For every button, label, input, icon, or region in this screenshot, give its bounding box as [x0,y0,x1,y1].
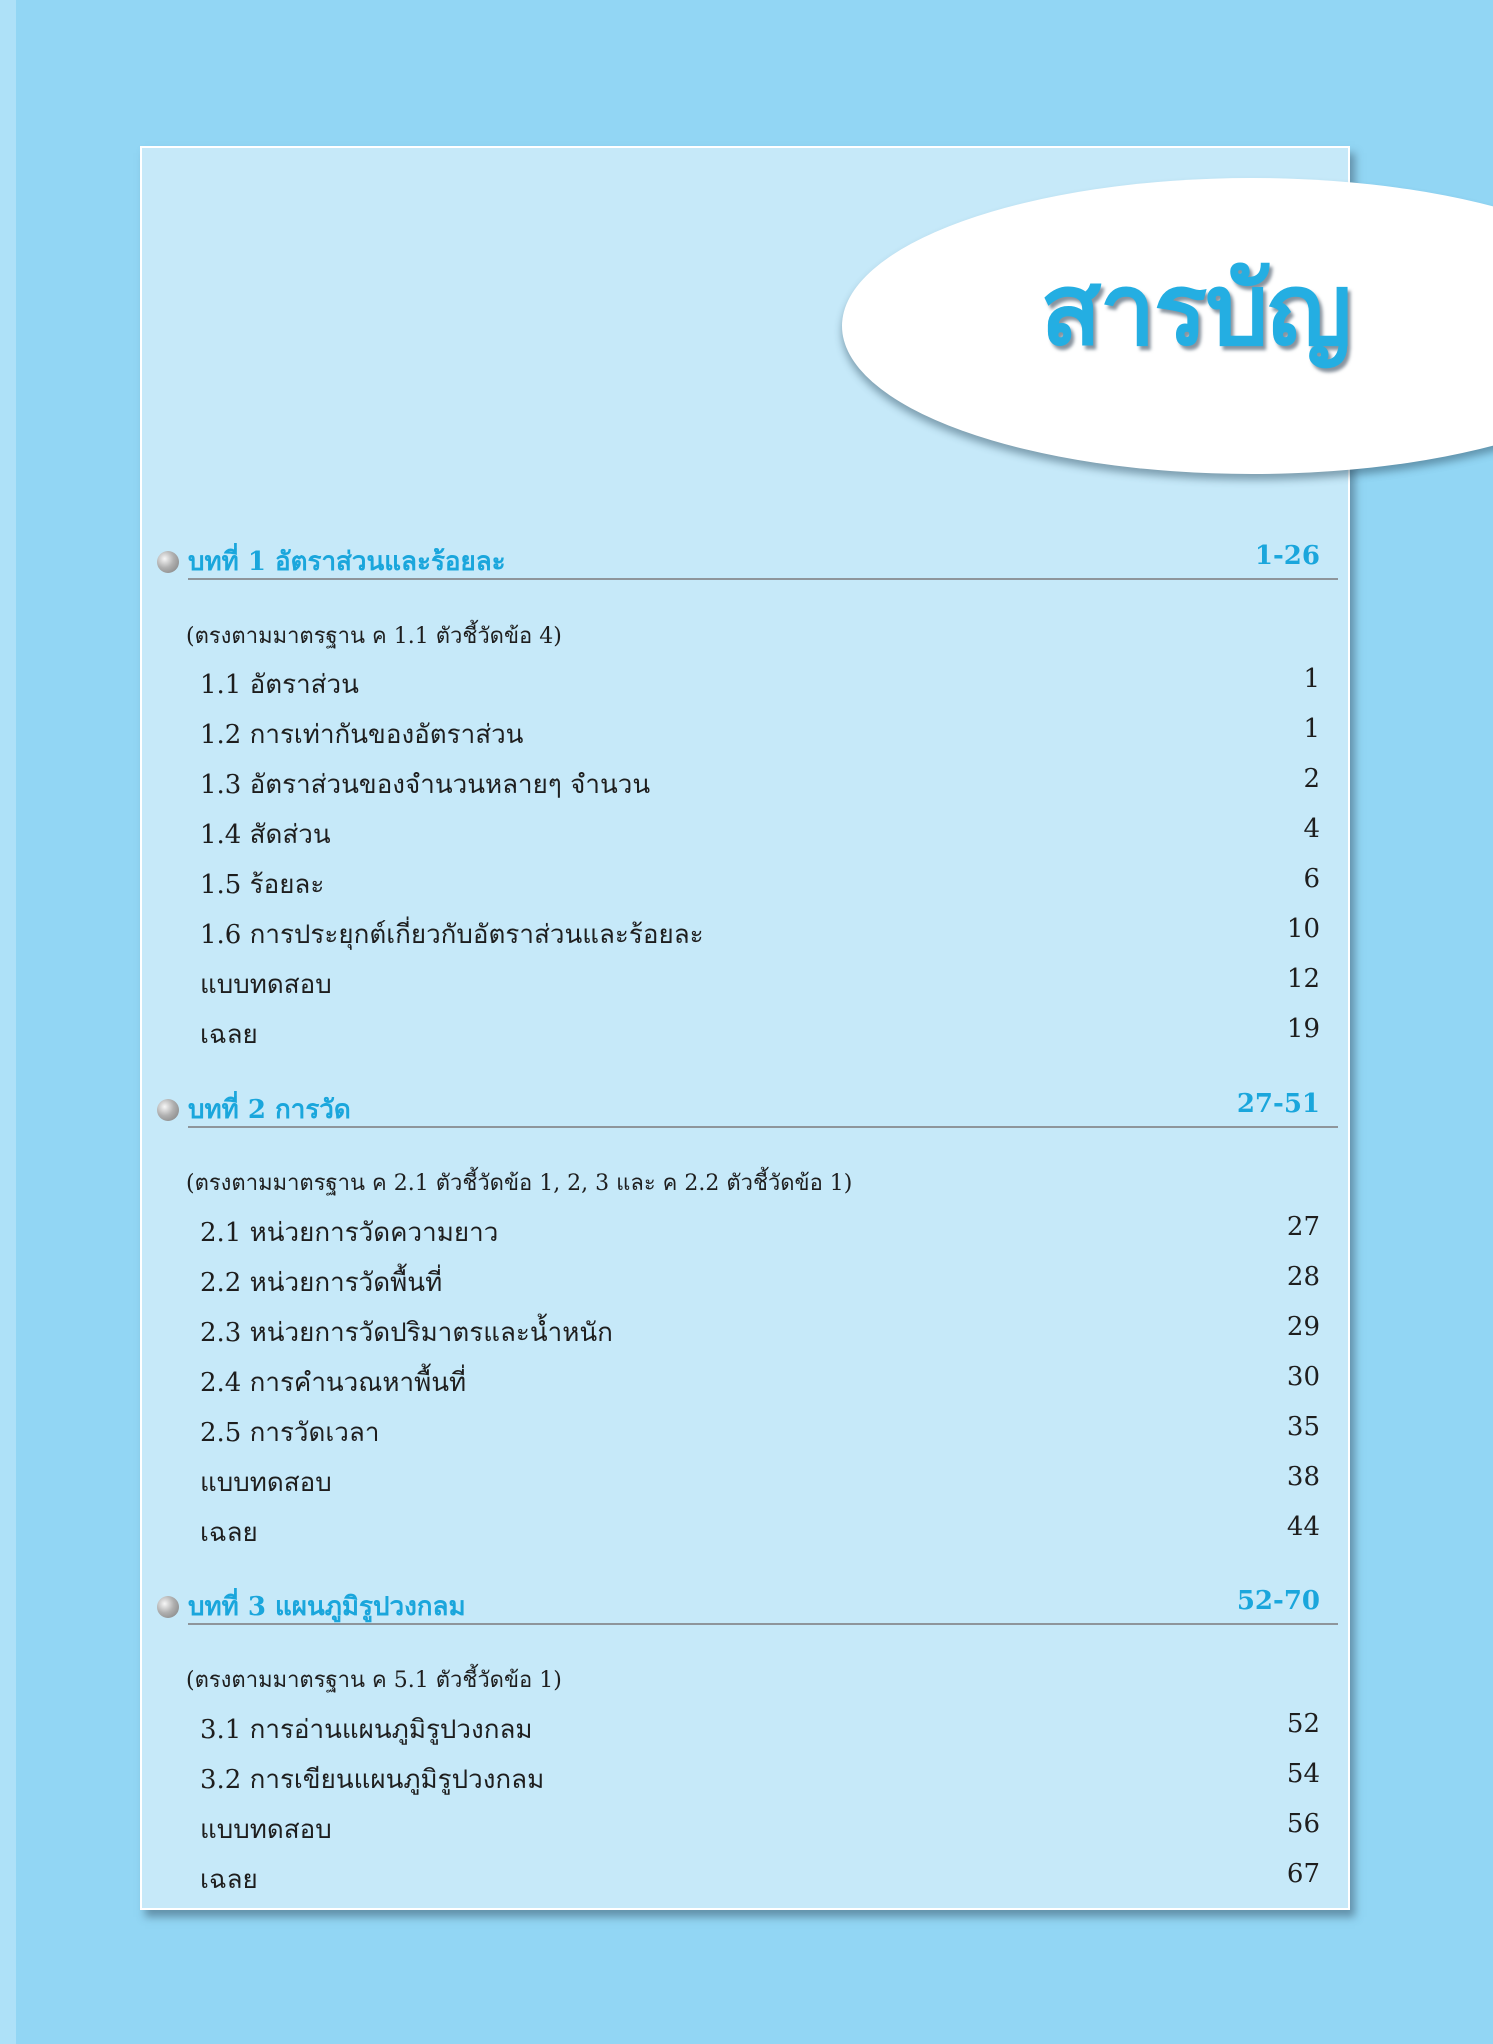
toc-entry [200,1308,1320,1348]
toc-entry-page: 44 [1286,1512,1320,1542]
toc-entry-page: 1 [1303,664,1320,694]
toc-entry [200,760,1320,800]
toc-entry [200,860,1320,900]
toc-entry [200,1010,1320,1050]
toc-entry-page: 56 [1286,1809,1320,1839]
toc-entry [200,1508,1320,1548]
toc-entry-label: 2.1 หน่วยการวัดความยาว [200,1218,499,1248]
toc-entry-label: เฉลย [200,1518,258,1548]
toc-entry-label: 1.4 สัดส่วน [200,820,331,850]
toc-entry [200,710,1320,750]
page-spine [0,0,16,2044]
chapter-title: บทที่ 3 แผนภูมิรูปวงกลม [188,1592,466,1622]
toc-entry [200,960,1320,1000]
chapter-divider [188,1126,1338,1128]
toc-entry [200,1358,1320,1398]
bullet-icon [157,1099,179,1121]
toc-entry [200,660,1320,700]
toc-entry-label: 3.1 การอ่านแผนภูมิรูปวงกลม [200,1715,533,1745]
toc-entry-label: 1.5 ร้อยละ [200,870,325,900]
chapter-divider [188,1623,1338,1625]
toc-entry-label: 1.6 การประยุกต์เกี่ยวกับอัตราส่วนและร้อยละ [200,920,704,950]
toc-entry [200,1755,1320,1795]
toc-entry-label: 2.3 หน่วยการวัดปริมาตรและน้ำหนัก [200,1318,613,1348]
page-title: สารบัญ [1040,251,1350,368]
toc-entry-label: แบบทดสอบ [200,1468,332,1498]
toc-entry-label: 2.2 หน่วยการวัดพื้นที่ [200,1268,443,1298]
toc-entry [200,1408,1320,1448]
toc-entry-page: 10 [1286,914,1320,944]
chapter-title: บทที่ 1 อัตราส่วนและร้อยละ [188,547,506,577]
toc-entry-page: 35 [1286,1412,1320,1442]
toc-entry-page: 12 [1286,964,1320,994]
chapter-page-range: 52-70 [1236,1586,1320,1616]
toc-entry [200,1805,1320,1845]
toc-entry-label: เฉลย [200,1020,258,1050]
toc-entry-page: 67 [1286,1859,1320,1889]
toc-entry-page: 6 [1303,864,1320,894]
toc-entry-label: เฉลย [200,1865,258,1895]
toc-entry-label: 2.5 การวัดเวลา [200,1418,380,1448]
toc-entry-page: 52 [1286,1709,1320,1739]
toc-entry-label: 1.2 การเท่ากันของอัตราส่วน [200,720,524,750]
toc-entry-label: 1.1 อัตราส่วน [200,670,359,700]
toc-entry-page: 54 [1286,1759,1320,1789]
toc-entry [200,810,1320,850]
toc-entry [200,910,1320,950]
toc-entry [200,1208,1320,1248]
toc-entry [200,1705,1320,1745]
toc-entry-label: แบบทดสอบ [200,1815,332,1845]
chapter-2-standard: (ตรงตามมาตรฐาน ค 2.1 ตัวชี้วัดข้อ 1, 2, 3 และ ค 2.2 ตัวชี้วัดข้อ 1) [186,1171,853,1196]
toc-entry-label: 3.2 การเขียนแผนภูมิรูปวงกลม [200,1765,545,1795]
toc-entry-page: 4 [1303,814,1320,844]
bullet-icon [157,1596,179,1618]
toc-entry-label: 1.3 อัตราส่วนของจำนวนหลายๆ จำนวน [200,770,651,800]
toc-entry-page: 1 [1303,714,1320,744]
chapter-title: บทที่ 2 การวัด [188,1095,351,1125]
toc-entry-page: 19 [1286,1014,1320,1044]
bullet-icon [157,551,179,573]
toc-entry-label: แบบทดสอบ [200,970,332,1000]
toc-entry-page: 38 [1286,1462,1320,1492]
chapter-1-heading [154,533,1338,579]
toc-entry-label: 2.4 การคำนวณหาพื้นที่ [200,1368,467,1398]
toc-entry-page: 27 [1286,1212,1320,1242]
chapter-page-range: 1-26 [1254,541,1320,571]
chapter-3-standard: (ตรงตามมาตรฐาน ค 5.1 ตัวชี้วัดข้อ 1) [186,1668,562,1693]
toc-entry-page: 29 [1286,1312,1320,1342]
toc-entry [200,1458,1320,1498]
toc-entry-page: 2 [1303,764,1320,794]
chapter-1-standard: (ตรงตามมาตรฐาน ค 1.1 ตัวชี้วัดข้อ 4) [186,624,562,649]
toc-entry-page: 30 [1286,1362,1320,1392]
toc-entry [200,1258,1320,1298]
chapter-page-range: 27-51 [1236,1089,1320,1119]
toc-entry [200,1855,1320,1895]
chapter-divider [188,578,1338,580]
chapter-3-heading [154,1578,1338,1624]
chapter-2-heading [154,1081,1338,1127]
toc-entry-page: 28 [1286,1262,1320,1292]
